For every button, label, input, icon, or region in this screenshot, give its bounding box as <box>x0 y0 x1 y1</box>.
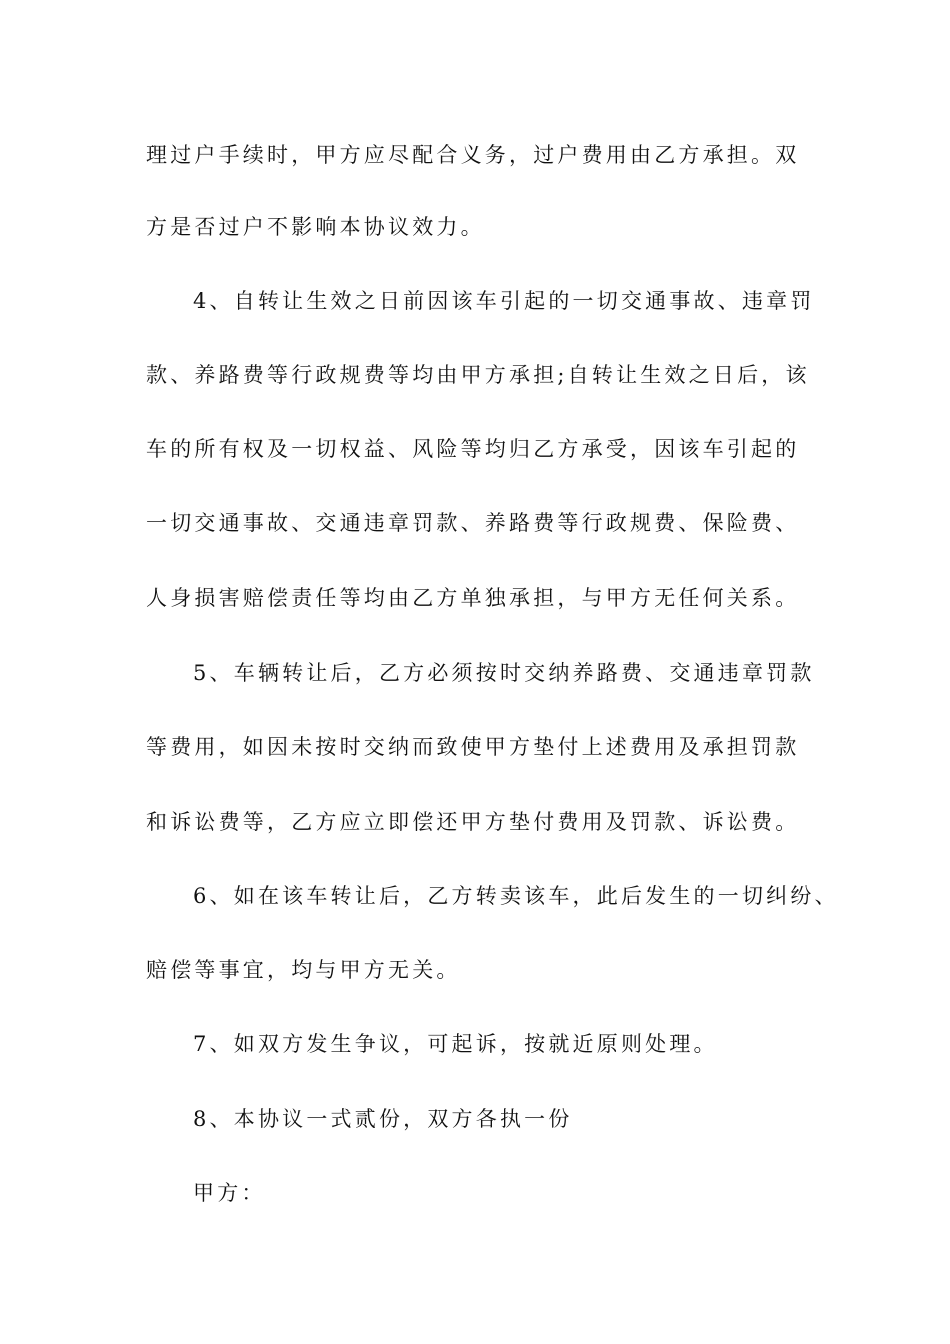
clause-8-line: 8、本协议一式贰份，双方各执一份 <box>193 1107 573 1131</box>
party-a-signature-label: 甲方： <box>193 1181 266 1205</box>
clause-5-line: 5、车辆转让后，乙方必须按时交纳养路费、交通违章罚款 <box>193 661 815 685</box>
clause-6-line: 6、如在该车转让后，乙方转卖该车，此后发生的一切纠纷、 <box>193 884 839 908</box>
paragraph-line: 和诉讼费等，乙方应立即偿还甲方垫付费用及罚款、诉讼费。 <box>146 810 800 834</box>
paragraph-line: 款、养路费等行政规费等均由甲方承担;自转让生效之日后，该 <box>146 363 810 387</box>
clause-7-line: 7、如双方发生争议，可起诉，按就近原则处理。 <box>193 1032 718 1056</box>
clause-4-line: 4、自转让生效之日前因该车引起的一切交通事故、违章罚 <box>193 289 815 313</box>
paragraph-line: 赔偿等事宜，均与甲方无关。 <box>146 958 461 982</box>
paragraph-line: 理过户手续时，甲方应尽配合义务，过户费用由乙方承担。双 <box>146 143 800 167</box>
paragraph-line: 方是否过户不影响本协议效力。 <box>146 215 485 239</box>
paragraph-line: 车的所有权及一切权益、风险等均归乙方承受，因该车引起的 <box>146 437 800 461</box>
paragraph-line: 人身损害赔偿责任等均由乙方单独承担，与甲方无任何关系。 <box>146 586 800 610</box>
paragraph-line: 一切交通事故、交通违章罚款、养路费等行政规费、保险费、 <box>146 511 800 535</box>
paragraph-line: 等费用，如因未按时交纳而致使甲方垫付上述费用及承担罚款 <box>146 735 800 759</box>
